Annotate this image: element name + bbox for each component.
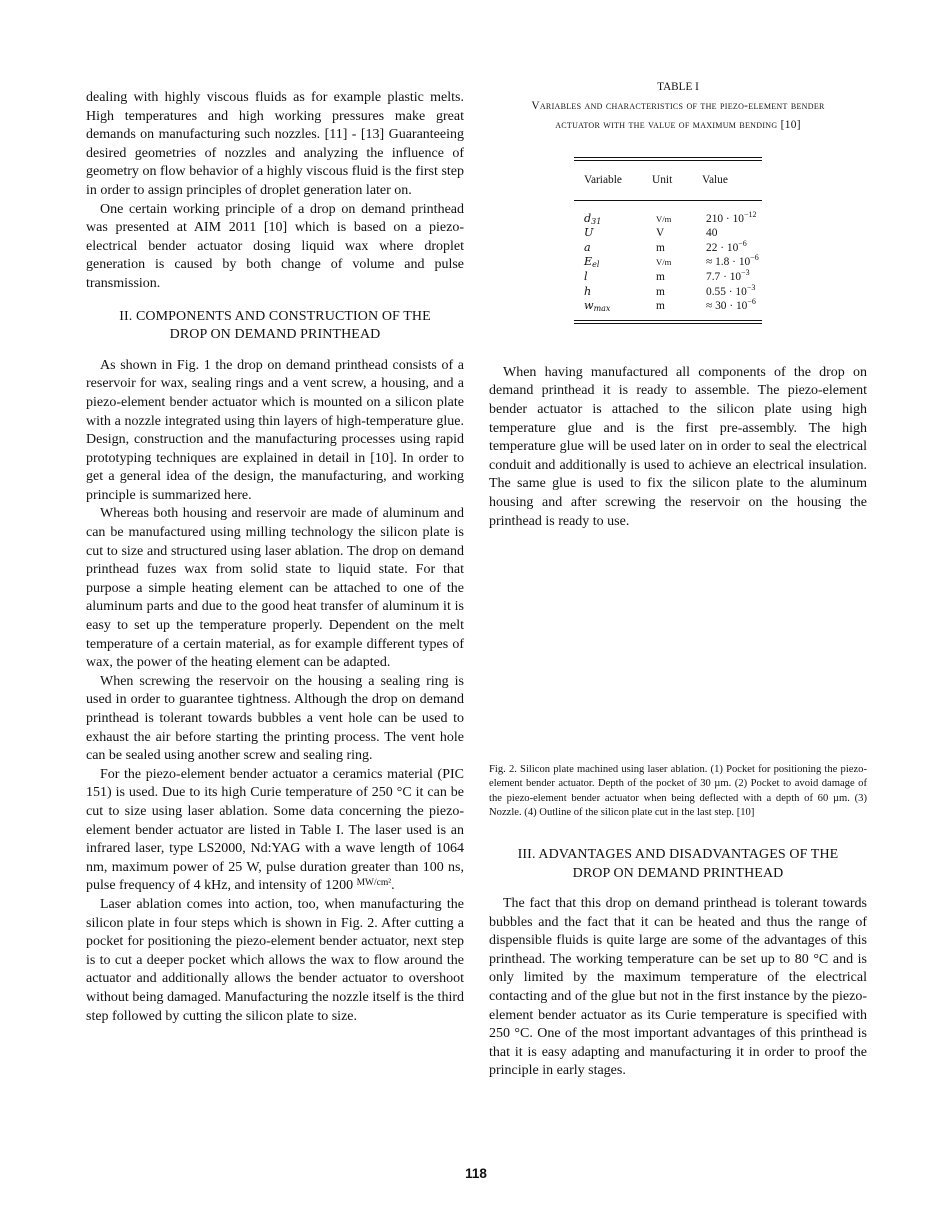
paragraph-s3-1: The fact that this drop on demand printhead is tolerant towards bubbles and the fact that it can be heated and thus the range of dispensible fluids is quite large are some of the advantages of this printhead. The working temperature can be set up to 80 °C and is only limited by the maximum temperature of the electrical contacting and of the glue but not in the first instance by the piezo-element bender actuator as its Curie temperature is specified with 250 °C. One of the most important advantages of this printhead is that it is easy adapting and manufacturing it in order to proof the principle in early stages.: [489, 896, 867, 1079]
table-caption: [489, 97, 867, 135]
paragraph-s2-4: [86, 766, 464, 896]
table-cell-unit: V: [656, 227, 665, 240]
header-variable: Variable: [584, 174, 622, 186]
table-row: [574, 201, 762, 227]
section-2-heading: [86, 308, 464, 345]
section-2-heading-line1: II. COMPONENTS AND CONSTRUCTION OF THE: [119, 308, 431, 324]
table-cell-value: $7.7 \cdot 10^{-3}$: [706, 267, 750, 283]
table-cell-value: $22 \cdot 10^{-6}$: [706, 238, 747, 254]
table-row: [574, 299, 762, 320]
table-row: [574, 255, 762, 270]
table-cell-unit: V/m: [656, 257, 672, 268]
table-cell-variable: U: [584, 226, 594, 240]
section-3-heading-line2: DROP ON DEMAND PRINTHEAD: [572, 865, 784, 881]
table-row: [574, 270, 762, 285]
intensity-unit: MW/cm²: [356, 878, 392, 889]
figure-2-caption: Fig. 2. Silicon plate machined using laser ablation. (1) Pocket for positioning the piezo-element bender actuator. Depth of the pocket of 30 µm. (2) Pocket to avoid damage of the piezo-element bender actuator when being deflected with a depth of 60 µm. (3) Nozzle. (4) Outline of the silicon plate cut in the last step. [10]: [489, 764, 867, 818]
header-unit: Unit: [652, 174, 673, 186]
table-label: TABLE I: [657, 81, 699, 93]
table-cell-variable: $E_{el}$: [584, 255, 600, 270]
paragraph-s2-2: Whereas both housing and reservoir are made of aluminum and can be manufactured using milling technology the silicon plate is cut to size and structured using laser ablation. The drop on demand printhead fuzes wax from solid state to liquid state. For that purpose a simple heating element can be attached to one of the aluminum parts and due to the good heat transfer of aluminum it is easy to set up the temperature properly. Dependent on the melt temperature of a certain material, as for example different types of wax, the power of the heating element can be adapted.: [86, 506, 464, 671]
table-caption-line2: actuator with the value of maximum bending [10]: [555, 119, 801, 131]
paragraph-s2-3: When screwing the reservoir on the housing a sealing ring is used in order to guarantee tightness. Although the drop on demand printhead is tolerant towards bubbles a vent hole can be used to exhaust the air before starting the printing process. The vent hole can be sealed using another screw and sealing ring.: [86, 673, 464, 764]
table-cell-unit: m: [656, 270, 665, 283]
section-3-heading-line1: III. ADVANTAGES AND DISADVANTAGES OF THE: [517, 846, 839, 862]
table-cell-variable: l: [584, 269, 588, 283]
paragraph-s2-5: Laser ablation comes into action, too, when manufacturing the silicon plate in four steps which is shown in Fig. 2. After cutting a pocket for positioning the piezo-element bender actuator, next step is to cut a deeper pocket which allows the wax to flow around the actuator and additionally allows the bender actuator to overshoot without being damaged. Manufacturing the nozzle itself is the third step followed by cutting the silicon plate to size.: [86, 896, 464, 1024]
section-2-heading-line2: DROP ON DEMAND PRINTHEAD: [169, 327, 381, 343]
table-caption-line1: Variables and characteristics of the piezo-element bender: [531, 100, 825, 112]
table-cell-variable: a: [584, 240, 591, 254]
paragraph-intro-1: dealing with highly viscous fluids as for example plastic melts. High temperatures and high working pressures make great demands on manufacturing such nozzles. [11] - [13] Guaranteeing desired geometries of nozzles and analyzing the influence of geometry on flow behavior of a highly viscous fluid is the first step in order to assign principles of droplet generation later on.: [86, 90, 464, 198]
page-number: 118: [465, 1166, 487, 1181]
table-1: [574, 157, 762, 324]
table-cell-unit: V/m: [656, 213, 672, 224]
table-1-grid: [574, 161, 762, 200]
paragraph-intro-2: One certain working principle of a drop on demand printhead was presented at AIM 2011 [10] which is based on a piezo-electrical bender actuator dosing liquid wax where droplet generation is caused by both change of volume and pulse transmission.: [86, 201, 464, 291]
table-cell-variable: $w_{max}$: [584, 299, 611, 314]
right-column: [489, 78, 867, 1081]
table-cell-value: ≈ $1.8 \cdot 10^{-6}$: [706, 253, 759, 269]
paragraph-assembly: When having manufactured all components of the drop on demand printhead it is ready to assemble. The piezo-element bender actuator is attached to the silicon plate using high temperature glue and is the first pre-assembly. The high temperature glue will be used later on in order to seal the electrical conduit and additionally is used to achieve an electrical insulation. The same glue is used to fix the silicon plate to the aluminum housing and after screwing the reservoir on the housing the printhead is ready to use.: [489, 364, 867, 529]
table-cell-value: $0.55 \cdot 10^{-3}$: [706, 282, 756, 298]
table-cell-value: $210 \cdot 10^{-12}$: [706, 209, 757, 225]
figure-2-area: [489, 531, 867, 763]
section-3-heading: [489, 846, 867, 883]
header-value: Value: [702, 174, 728, 186]
table-cell-variable: h: [584, 284, 592, 298]
table-row: [574, 226, 762, 241]
table-cell-unit: m: [656, 285, 665, 298]
table-cell-unit: m: [656, 241, 665, 254]
table-header-row: [574, 161, 762, 200]
table-cell-variable: $d_{31}$: [584, 211, 602, 226]
paragraph-s2-4-text: For the piezo-element bender actuator a ceramics material (PIC 151) is used. Due to its high Curie temperature of 250 °C it can be cut to size using laser ablation. Some data concerning the piezo-element bender actuator are listed in Table I. The laser used is an infrared laser, type LS2000, Nd:YAG with a wave length of 1064 nm, maximum power of 25 W, pulse duration greater than 100 ns, pulse frequency of 4 kHz, and intensity of 1200: [86, 766, 464, 894]
table-cell-value: ≈ $30 \cdot 10^{-6}$: [706, 297, 756, 313]
table-row: [574, 285, 762, 300]
paragraph-s2-4-end: .: [391, 878, 395, 894]
table-body: [574, 201, 762, 320]
left-column: [86, 89, 464, 1026]
table-cell-unit: m: [656, 300, 665, 313]
table-cell-value: 40: [706, 227, 718, 240]
table-bottom-rule: [574, 320, 762, 324]
paragraph-s2-1: As shown in Fig. 1 the drop on demand printhead consists of a reservoir for wax, sealing rings and a vent screw, a housing, and a piezo-element bender actuator which is mounted on a silicon plate with a nozzle integrated using thin layers of high-temperature glue. Design, construction and the manufacturing processes using rapid prototyping techniques are explained in detail in [10]. In order to get a general idea of the design, the manufacturing, and working principle is summarized here.: [86, 357, 464, 503]
table-row: [574, 241, 762, 256]
